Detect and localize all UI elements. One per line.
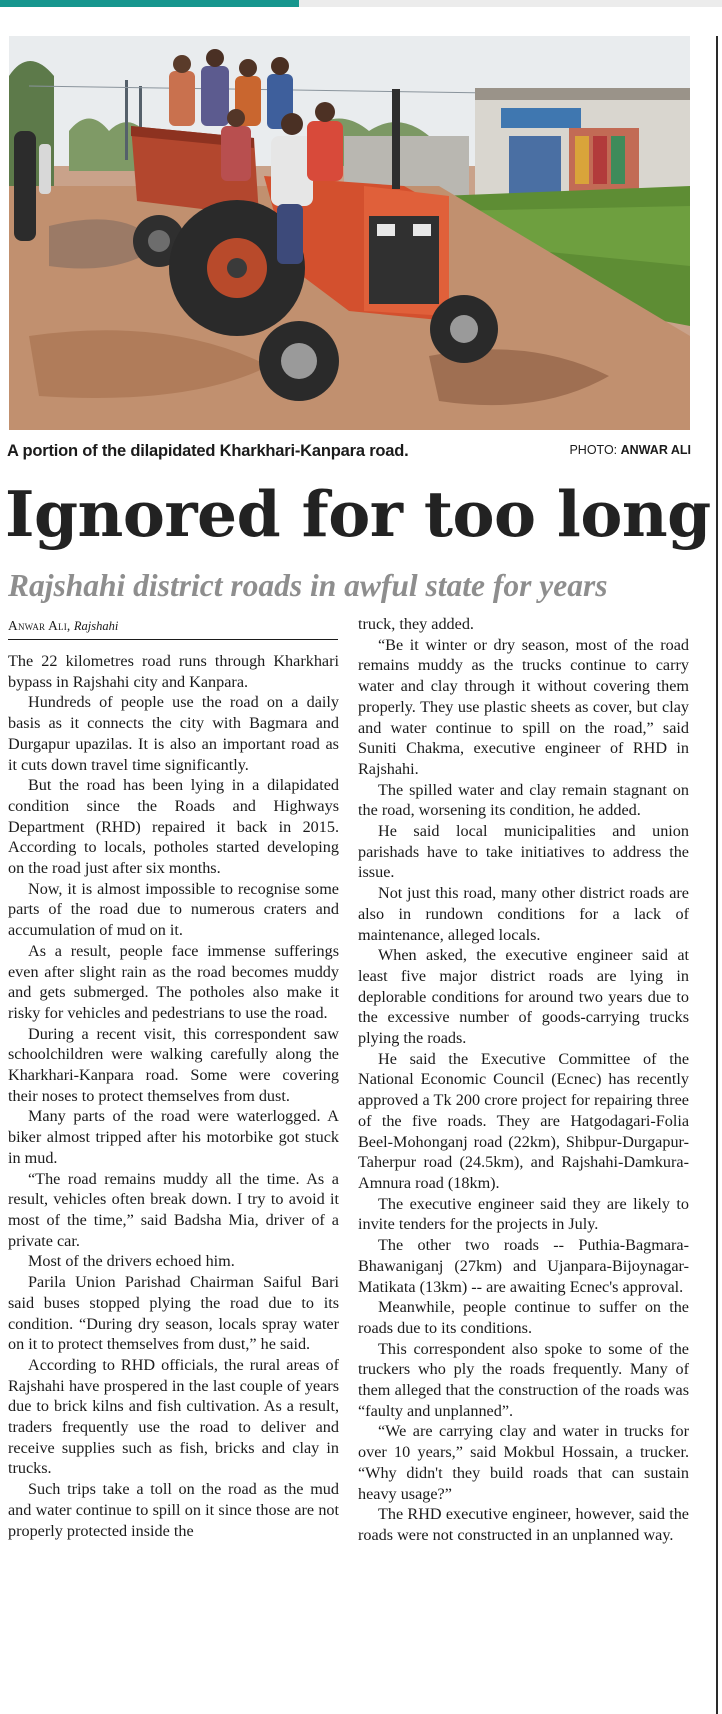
paragraph: Such trips take a toll on the road as the mud and water continue to spill on it since those are not properly protected inside the bbox=[8, 1480, 339, 1540]
section-accent-bar bbox=[0, 0, 299, 7]
byline-author: Anwar Ali, bbox=[8, 618, 71, 633]
paragraph: During a recent visit, this correspondent saw schoolchildren were walking carefully along the Kharkhari-Kanpara road. Some were covering their noses to protect themselves from dust. bbox=[8, 1024, 339, 1105]
byline-divider bbox=[8, 639, 338, 640]
photo-caption: A portion of the dilapidated Kharkhari-Kanpara road. bbox=[7, 442, 409, 460]
article-headline: Ignored for too long bbox=[5, 477, 711, 551]
paragraph: He said the Executive Committee of the National Economic Council (Ecnec) has recently approved a Tk 200 crore project for repairing three of the five roads. They are Hatgodagari-Folia Beel-Mohonganj road (22km), Shibpur-Durgapur-Taherpur road (24.5km), and Rajshahi-Damkura-Amnura road (18km). bbox=[358, 1049, 689, 1192]
paragraph: Meanwhile, people continue to suffer on the roads due to its conditions. bbox=[358, 1298, 689, 1337]
paragraph: Most of the drivers echoed him. bbox=[28, 1252, 235, 1271]
page-edge-rule bbox=[716, 36, 718, 1714]
paragraph: When asked, the executive engineer said at least five major district roads are lying in deplorable conditions for around two years due to the excessive number of goods-carrying trucks plying the roads. bbox=[358, 946, 689, 1048]
article-subheadline: Rajshahi district roads in awful state for years bbox=[8, 568, 608, 603]
top-color-bar bbox=[0, 0, 722, 7]
paragraph: Many parts of the road were waterlogged. A biker almost tripped after his motorbike got stuck in mud. bbox=[8, 1107, 339, 1167]
paragraph: The spilled water and clay remain stagnant on the road, worsening its condition, he added. bbox=[358, 780, 689, 820]
paragraph: The executive engineer said they are likely to invite tenders for the projects in July. bbox=[358, 1194, 689, 1234]
paragraph: This correspondent also spoke to some of the truckers who ply the roads frequently. Many of them alleged that the construction of the roads was “faulty and unplanned”. bbox=[358, 1339, 689, 1420]
article-column-2 bbox=[358, 614, 689, 1546]
paragraph: Not just this road, many other district roads are also in rundown conditions for a lack of maintenance, alleged locals. bbox=[358, 884, 689, 944]
paragraph: “The road remains muddy all the time. As a result, vehicles often break down. I try to avoid it most of the time,” said Badsha Mia, driver of a private car. bbox=[8, 1169, 339, 1250]
photo-credit bbox=[555, 443, 691, 457]
byline bbox=[8, 618, 338, 634]
paragraph: Now, it is almost impossible to recognise some parts of the road due to numerous craters and accumulation of mud on it. bbox=[8, 879, 339, 940]
photo-credit-label: PHOTO: bbox=[569, 443, 621, 457]
paragraph: The 22 kilometres road runs through Kharkhari bypass in Rajshahi city and Kanpara. bbox=[8, 652, 339, 691]
article-photo bbox=[9, 36, 690, 430]
paragraph: The other two roads -- Puthia-Bagmara-Bhawaniganj (27km) and Ujanpara-Bijoynagar-Matikata (13km) -- are awaiting Ecnec's approval. bbox=[358, 1236, 689, 1296]
paragraph: “Be it winter or dry season, most of the road remains muddy as the trucks continue to carry water and clay through it without covering them properly. They use plastic sheets as cover, but clay and water continue to spill on the road,” said Suniti Chakma, executive engineer of RHD in Rajshahi. bbox=[358, 635, 689, 778]
paragraph: He said local municipalities and union parishads have to take initiatives to address the issue. bbox=[358, 822, 689, 882]
byline-location: Rajshahi bbox=[73, 619, 119, 633]
paragraph: truck, they added. bbox=[358, 615, 474, 633]
paragraph: According to RHD officials, the rural areas of Rajshahi have prospered in the last couple of years due to brick kilns and fish cultivation. As a result, traders frequently use the road to deliver and receive supplies such as fish, bricks and clay in trucks. bbox=[8, 1355, 339, 1478]
paragraph: As a result, people face immense sufferings even after slight rain as the road becomes muddy and gets submerged. The potholes also make it risky for vehicles and pedestrians to use the road. bbox=[8, 941, 339, 1022]
article-column-1 bbox=[8, 651, 339, 1541]
paragraph: Parila Union Parishad Chairman Saiful Bari said buses stopped plying the road due to its condition. “During dry season, locals spray water on it to protect themselves from dust,” he said. bbox=[8, 1273, 339, 1354]
paragraph: Hundreds of people use the road on a daily basis as it connects the city with Bagmara and Durgapur upazilas. It is also an important road as it cuts down travel time significantly. bbox=[8, 693, 339, 774]
paragraph: But the road has been lying in a dilapidated condition since the Roads and Highways Department (RHD) repaired it back in 2015. According to locals, potholes started developing on the road just after six months. bbox=[8, 776, 339, 878]
paragraph: “We are carrying clay and water in trucks for over 10 years,” said Mokbul Hossain, a trucker. “Why didn't they build roads that can sustain heavy usage?” bbox=[358, 1422, 689, 1503]
paragraph: The RHD executive engineer, however, said the roads were not constructed in an unplanned way. bbox=[358, 1505, 689, 1544]
photo-credit-name: ANWAR ALI bbox=[620, 443, 691, 457]
